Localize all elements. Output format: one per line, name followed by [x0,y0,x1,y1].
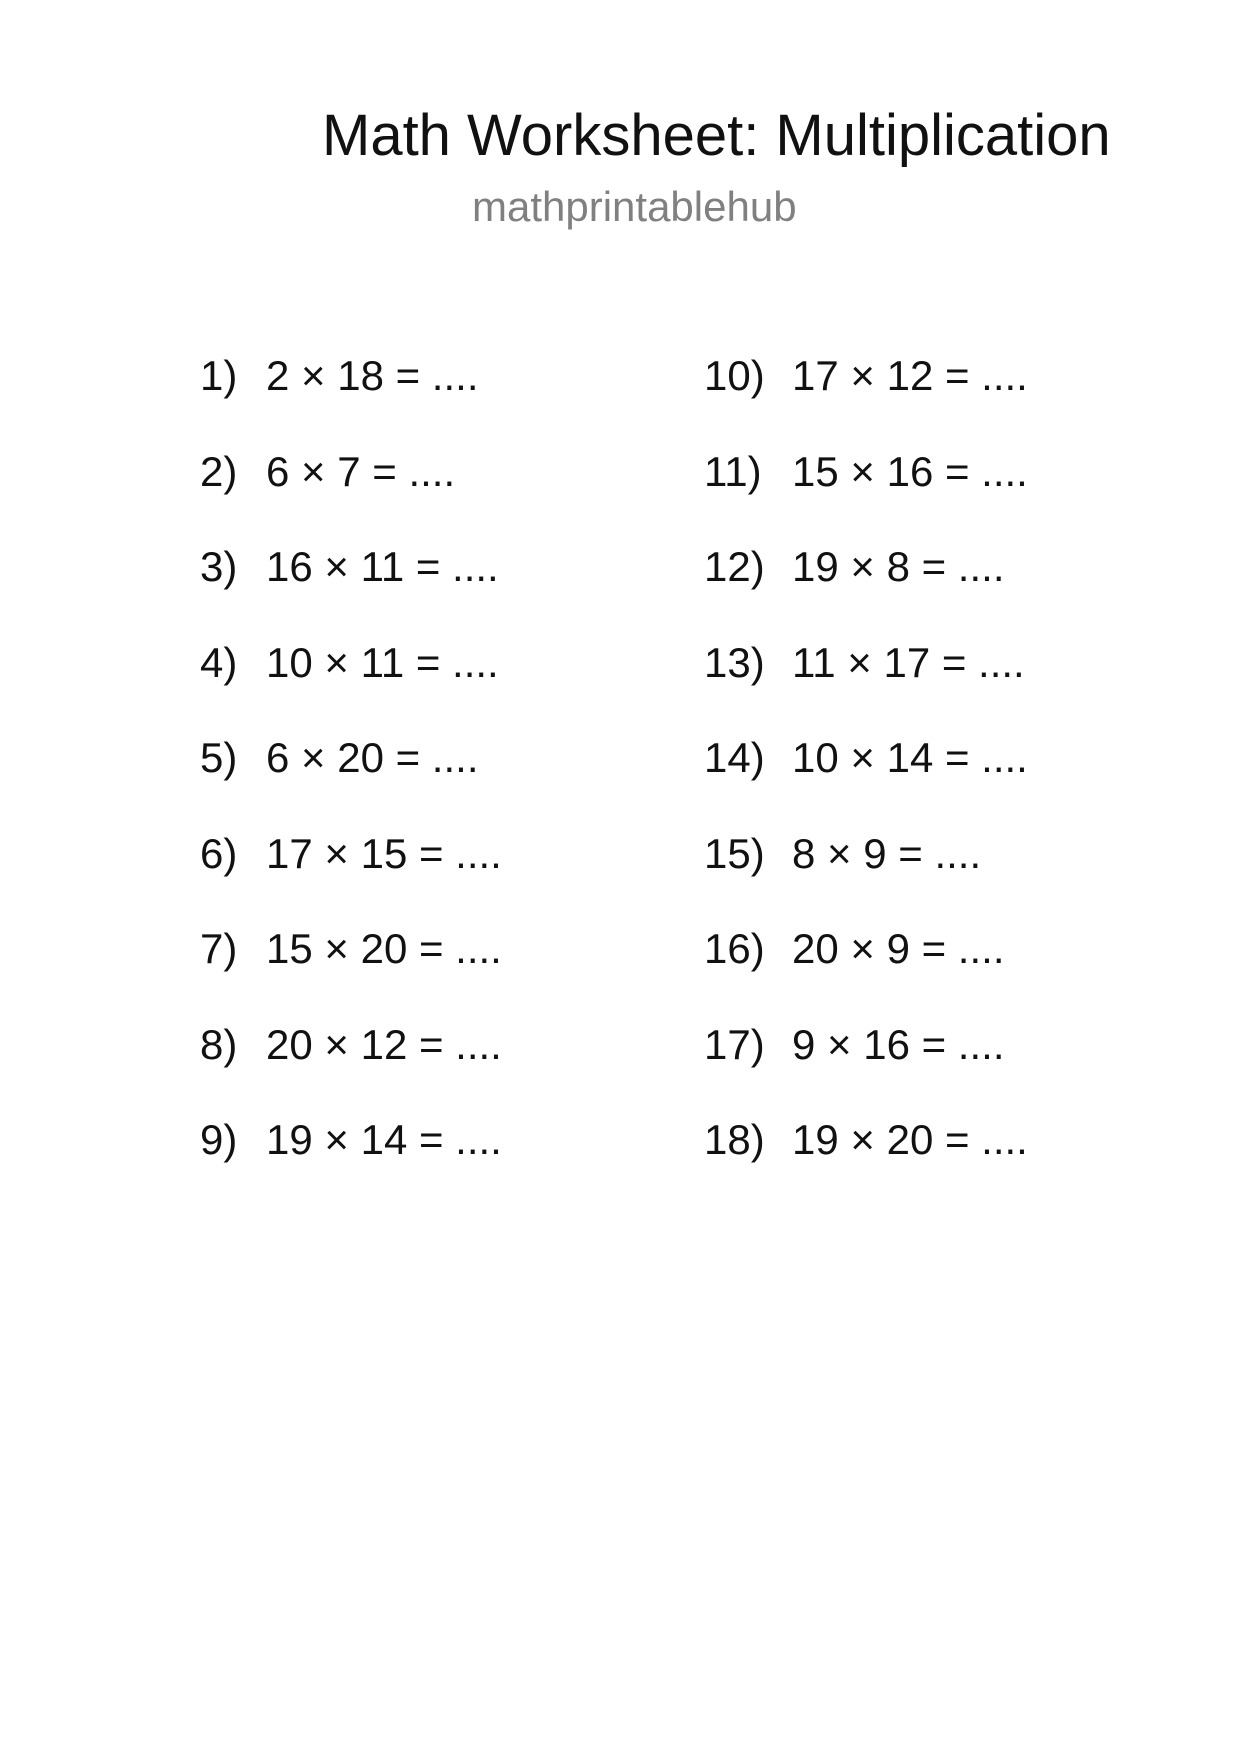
page-title: Math Worksheet: Multiplication [322,103,1111,168]
problem-item [200,829,502,925]
page-subtitle: mathprintablehub [472,183,797,230]
problem-number: 7) [200,925,238,972]
problem-column-left [200,351,502,1211]
problem-number: 6) [200,829,238,877]
problem-item [200,733,502,829]
problem-expression: 20 × 12 = .... [266,1020,502,1068]
problem-number: 18) [704,1116,765,1163]
problem-item [200,638,502,734]
problem-expression: 16 × 11 = .... [266,543,499,590]
problem-expression: 9 × 16 = .... [792,1020,1005,1068]
problem-expression: 6 × 7 = .... [266,447,456,495]
problem-expression: 15 × 20 = .... [266,925,502,972]
problem-expression: 17 × 12 = .... [792,352,1028,399]
problem-number: 15) [704,829,765,877]
problem-number: 5) [200,734,238,781]
problem-item [704,733,1028,829]
problem-item [200,1020,502,1116]
problem-item [704,351,1028,447]
problem-item [704,638,1028,734]
problem-expression: 2 × 18 = .... [266,352,479,399]
problem-expression: 11 × 17 = .... [792,638,1025,686]
problem-expression: 19 × 14 = .... [266,1116,502,1163]
problem-item [704,829,1028,925]
problem-expression: 8 × 9 = .... [792,829,982,877]
problem-item [704,542,1028,638]
problem-number: 17) [704,1020,765,1068]
problem-number: 4) [200,638,238,686]
problem-number: 12) [704,543,765,590]
problem-item [200,924,502,1020]
problem-expression: 10 × 11 = .... [266,638,499,686]
problem-item [704,447,1028,543]
problem-item [200,351,502,447]
problem-number: 11) [704,447,762,495]
problem-number: 8) [200,1020,238,1068]
problem-expression: 15 × 16 = .... [792,447,1028,495]
problem-expression: 20 × 9 = .... [792,925,1005,972]
problem-item [704,924,1028,1020]
problem-item [200,542,502,638]
problem-expression: 6 × 20 = .... [266,734,479,781]
problem-expression: 19 × 8 = .... [792,543,1005,590]
problem-column-right [704,351,1028,1211]
problem-number: 1) [200,352,238,399]
problem-item [200,447,502,543]
problem-item [704,1020,1028,1116]
problem-number: 2) [200,447,238,495]
problem-number: 10) [704,352,765,399]
problem-item [200,1115,502,1211]
problem-number: 14) [704,734,765,781]
problem-number: 9) [200,1116,238,1163]
problem-number: 3) [200,543,238,590]
problem-expression: 10 × 14 = .... [792,734,1028,781]
problem-expression: 19 × 20 = .... [792,1116,1028,1163]
problem-number: 13) [704,638,765,686]
problem-item [704,1115,1028,1211]
problem-number: 16) [704,925,765,972]
problem-expression: 17 × 15 = .... [266,829,502,877]
